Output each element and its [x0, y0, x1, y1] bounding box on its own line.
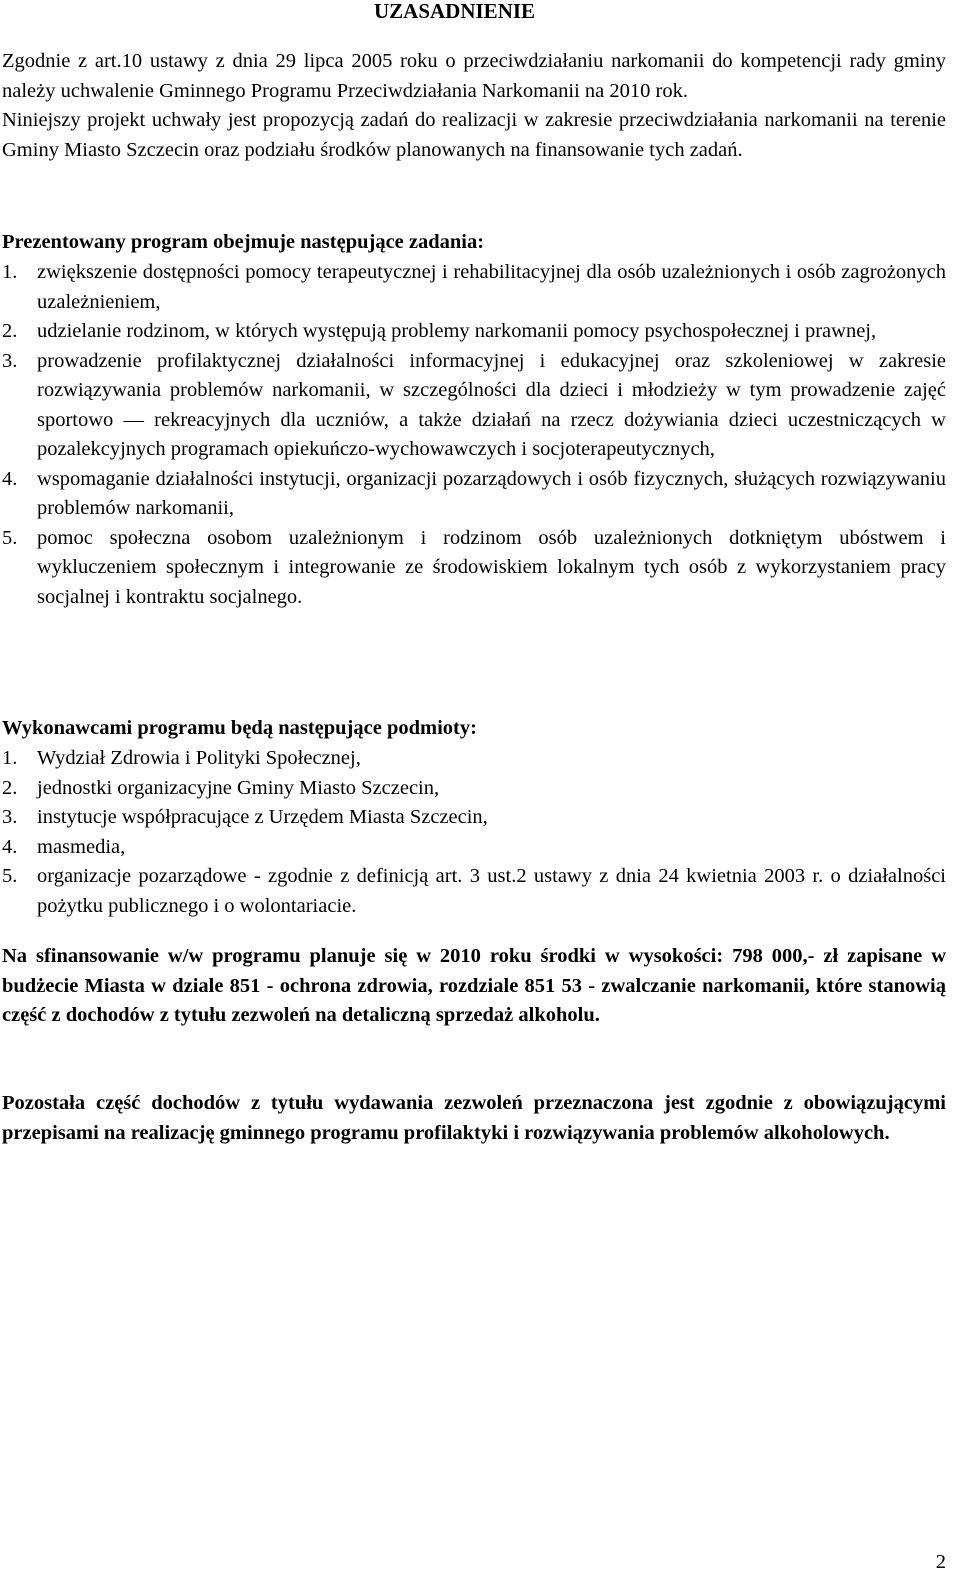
remainder-paragraph [2, 1089, 946, 1148]
task-item-number: 4. [2, 467, 18, 490]
page-number: 2 [935, 1551, 946, 1573]
executor-item-text: Wydział Zdrowia i Polityki Społecznej, [37, 747, 361, 769]
task-item-number: 2. [2, 320, 18, 342]
executor-item-text: instytucje współpracujące z Urzędem Miasta Szczecin, [37, 806, 488, 828]
executor-item [2, 833, 946, 863]
executor-item-text: jednostki organizacyjne Gminy Miasto Szczecin, [37, 776, 440, 799]
document-title: UZASADNIENIE [374, 0, 536, 23]
tasks-heading: Prezentowany program obejmuje następujące zadania: [2, 231, 485, 253]
executor-item-number: 3. [2, 806, 18, 828]
executors-list [2, 744, 946, 921]
executor-item [2, 862, 946, 921]
task-item-number: 5. [2, 526, 18, 549]
intro-section [2, 47, 946, 165]
executor-item [2, 744, 946, 774]
task-item [2, 347, 946, 465]
intro-paragraph-2: Niniejszy projekt uchwały jest propozycją zadań do realizacji w zakresie przeciwdziałania narkomanii na terenie Gminy Miasto Szczecin oraz podziału środków planowanych na finansowanie tych zadań. [2, 109, 946, 161]
financing-text: Na sfinansowanie w/w programu planuje się w 2010 roku środki w wysokości: 798 000,- zł zapisane w budżecie Miasta w dziale 851 - ochrona zdrowia, rozdziale 851 53 - zwalczanie narkomanii, które stanowią część z dochodów z tytułu zezwoleń na detaliczną sprzedaż alkoholu. [2, 945, 946, 1026]
task-item-text: zwiększenie dostępności pomocy terapeutycznej i rehabilitacyjnej dla osób uzależnionych i osób zagrożonych uzależnieniem, [37, 261, 946, 313]
executor-item-text: masmedia, [37, 835, 126, 858]
task-item-text: udzielanie rodzinom, w których występują problemy narkomanii pomocy psychospołecznej i prawnej, [37, 320, 877, 342]
intro-paragraph-1: Zgodnie z art.10 ustawy z dnia 29 lipca 2005 roku o przeciwdziałaniu narkomanii do kompetencji rady gminy należy uchwalenie Gminnego Programu Przeciwdziałania Narkomanii na 2010 rok. [2, 50, 946, 102]
task-item [2, 524, 946, 613]
task-item-number: 3. [2, 349, 18, 372]
task-item [2, 465, 946, 524]
remainder-text: Pozostała część dochodów z tytułu wydawania zezwoleń przeznaczona jest zgodnie z obowiązującymi przepisami na realizację gminnego programu profilaktyki i rozwiązywania problemów alkoholowych. [2, 1092, 946, 1144]
executor-item [2, 803, 946, 833]
executor-item-number: 2. [2, 776, 18, 799]
tasks-list [2, 258, 946, 612]
financing-paragraph [2, 942, 946, 1031]
executor-item-number: 1. [2, 747, 18, 769]
task-item-text: prowadzenie profilaktycznej działalności informacyjnej i edukacyjnej oraz szkoleniowej w zakresie rozwiązywania problemów narkomanii, w szczególności dla dzieci i młodzieży w tym prowadzenie zajęć sportowo — rekreacyjnych dla uczniów, a także działań na rzecz dożywiania dzieci uczestniczących w pozalekcyjnych programach opiekuńczo-wychowawczych i socjoterapeutycznych, [37, 349, 946, 460]
executor-item-number: 4. [2, 835, 18, 858]
executor-item-text: organizacje pozarządowe - zgodnie z definicją art. 3 ust.2 ustawy z dnia 24 kwietnia 2003 r. o działalności pożytku publicznego i o wolontariacie. [37, 865, 946, 917]
task-item [2, 258, 946, 317]
executor-item [2, 774, 946, 804]
executors-heading: Wykonawcami programu będą następujące podmioty: [2, 717, 477, 739]
task-item [2, 317, 946, 347]
task-item-number: 1. [2, 261, 18, 283]
task-item-text: pomoc społeczna osobom uzależnionym i rodzinom osób uzależnionych dotkniętym ubóstwem i wykluczeniem społecznym i integrowanie ze środowiskiem lokalnym tych osób z wykorzystaniem pracy socjalnej i kontraktu socjalnego. [37, 526, 946, 608]
task-item-text: wspomaganie działalności instytucji, organizacji pozarządowych i osób fizycznych, służących rozwiązywaniu problemów narkomanii, [37, 467, 946, 519]
executor-item-number: 5. [2, 865, 18, 887]
